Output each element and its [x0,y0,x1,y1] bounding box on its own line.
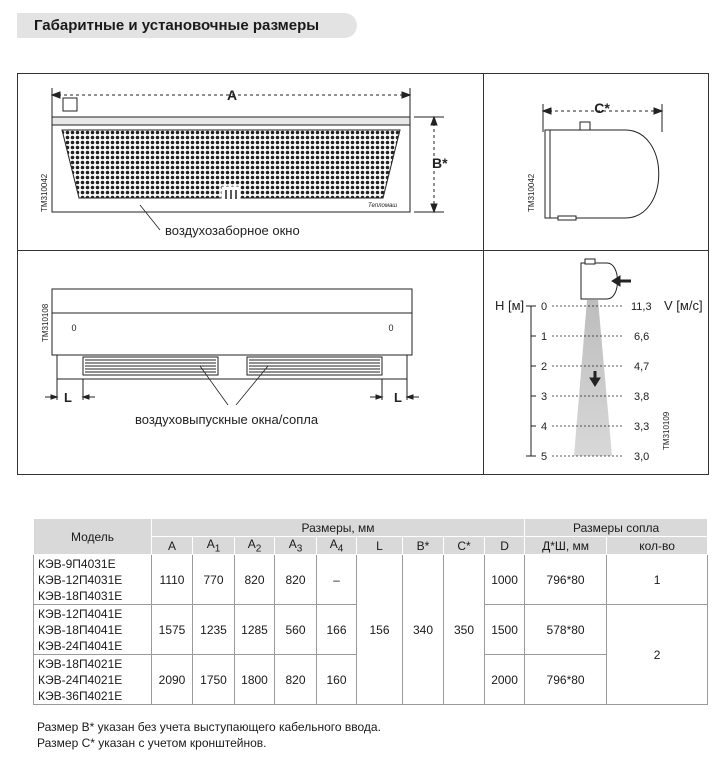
col-nozzle: Размеры сопла [525,519,708,537]
speed-tick: 6,6 [634,331,650,343]
col-dims: Размеры, мм [152,519,525,537]
model-name: КЭВ-18П4041Е [38,622,123,637]
col-nozzle-size: Д*Ш, мм [525,537,607,555]
col-a2: $A_2$ [235,537,275,555]
speed-tick: 11,3 [631,301,652,313]
cell-a4: 166 [317,605,357,655]
speed-tick: 3,8 [634,391,650,403]
speed-tick: 3,3 [634,421,650,433]
cell-a: 2090 [152,655,193,705]
col-a1: $A_1$ [193,537,235,555]
cell-a3: 820 [275,655,317,705]
dim-l-right-label: L [394,390,402,405]
speed-tick: 3,0 [634,451,650,463]
height-tick: 1 [540,331,548,343]
front-view-code: ТМ310042 [40,173,49,212]
model-list [34,605,152,655]
cell-c: 350 [444,555,485,705]
cell-a1: 1750 [193,655,235,705]
table-header-row [34,519,708,537]
col-a: A [152,537,193,555]
cell-a4: 160 [317,655,357,705]
brand-logo: Тепломаш [368,203,398,209]
model-name: КЭВ-24П4041Е [38,638,123,653]
mark-left: 0 [71,323,77,333]
page-title: Габаритные и установочные размеры [34,17,320,34]
height-tick: 0 [540,301,548,313]
model-name: КЭВ-36П4021Е [38,688,123,703]
col-nozzle-count: кол-во [607,537,708,555]
mark-right: 0 [388,323,394,333]
cell-nozzle: 578*80 [525,605,607,655]
height-ticks [541,301,547,463]
height-tick: 3 [540,391,548,403]
col-a4: $A_4$ [317,537,357,555]
height-tick: 5 [540,451,548,463]
intake-label: воздухозаборное окно [165,223,300,238]
cell-a1: 1235 [193,605,235,655]
model-name: КЭВ-24П4021Е [38,672,123,687]
cell-nozzle: 796*80 [525,655,607,705]
cell-a: 1110 [152,555,193,605]
dim-a-label: A [226,87,238,103]
model-list [34,555,152,605]
footnotes [37,719,381,751]
cell-a4: – [317,555,357,605]
velocity-code: ТМ310109 [662,411,671,450]
model-name: КЭВ-12П4041Е [38,606,123,621]
cell-a1: 770 [193,555,235,605]
bottom-view [45,289,419,405]
cell-count: 2 [607,605,708,705]
side-view [543,104,662,220]
cell-nozzle: 796*80 [525,555,607,605]
cell-l: 156 [357,555,403,705]
height-tick: 2 [540,361,548,373]
model-name: КЭВ-12П4031Е [38,572,123,587]
cell-a3: 560 [275,605,317,655]
cell-d: 1000 [485,555,525,605]
model-name: КЭВ-9П4031Е [38,556,116,571]
dimension-drawings [17,73,709,475]
height-tick: 4 [540,421,548,433]
nozzle-label: воздуховыпускные окна/сопла [135,412,319,427]
cell-count: 1 [607,555,708,605]
cell-d: 1500 [485,605,525,655]
bottom-view-code: ТМ310108 [41,303,50,342]
model-name: КЭВ-18П4031Е [38,588,123,603]
col-c: C* [444,537,485,555]
cell-a: 1575 [152,605,193,655]
cell-a2: 1800 [235,655,275,705]
cell-a3: 820 [275,555,317,605]
col-model: Модель [34,519,152,555]
h-axis-label: H [м] [495,298,525,313]
v-axis-label: V [м/с] [664,298,703,313]
dim-c-label: C* [594,100,610,116]
model-name: КЭВ-18П4021Е [38,656,123,671]
cell-a2: 1285 [235,605,275,655]
cell-b: 340 [403,555,444,705]
col-l: L [357,537,403,555]
footnote: Размер С* указан с учетом кронштейнов. [37,736,267,750]
specs-table [33,518,708,705]
table-row [34,555,708,605]
col-a3: $A_3$ [275,537,317,555]
col-b: B* [403,537,444,555]
speed-tick: 4,7 [634,361,650,373]
side-view-code: ТМ310042 [527,173,536,212]
dim-l-left-label: L [64,390,72,405]
speed-ticks [631,301,652,463]
section-title [17,13,357,38]
cell-d: 2000 [485,655,525,705]
footnote: Размер В* указан без учета выступающего кабельного ввода. [37,720,381,734]
model-list [34,655,152,705]
col-d: D [485,537,525,555]
cell-a2: 820 [235,555,275,605]
dim-b-label: B* [432,155,448,171]
